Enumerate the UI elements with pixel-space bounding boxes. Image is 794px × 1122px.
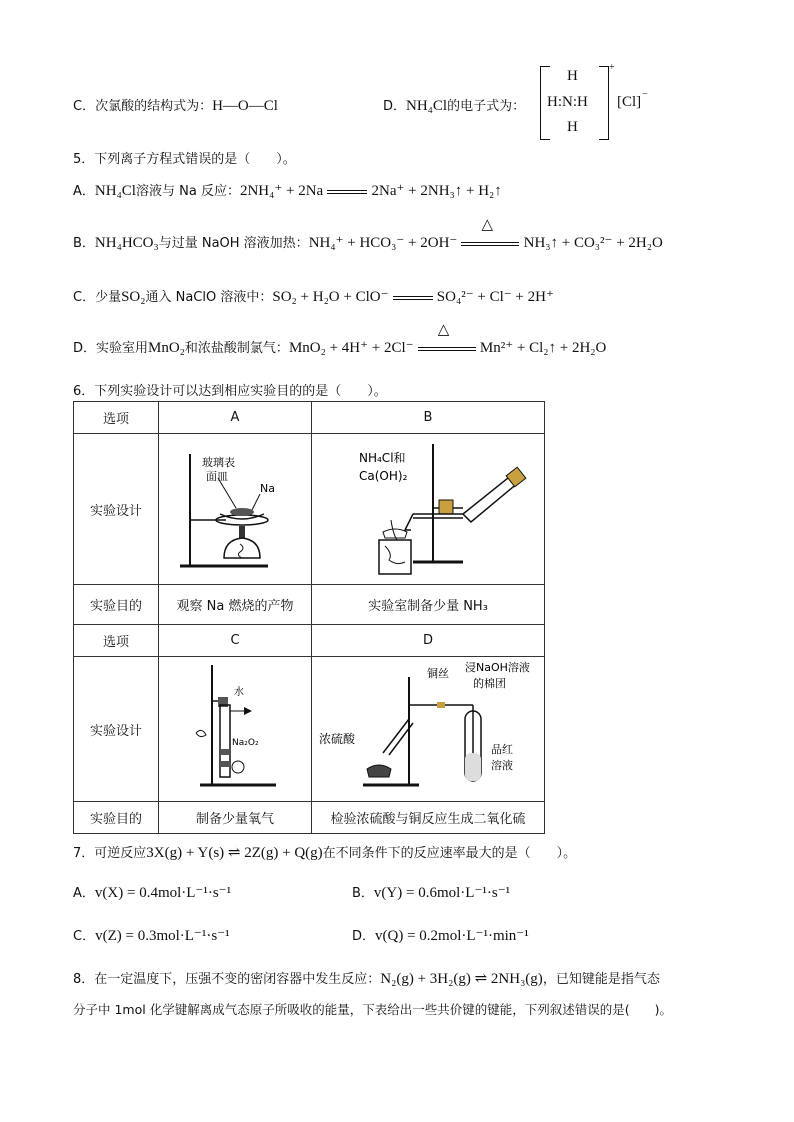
q5-a-text: 溶液与 Na 反应： xyxy=(135,184,240,199)
q7-a-prefix: A． xyxy=(73,886,95,901)
table-row xyxy=(74,434,545,585)
q5-option-a xyxy=(73,180,502,200)
header-option-2: 选项 xyxy=(74,625,159,657)
design-d-cell xyxy=(312,657,545,802)
q8-equation: N₂(g) + 3H₂(g) ⇌ 2NH₃(g) xyxy=(380,971,543,987)
table-row xyxy=(74,802,545,834)
apparatus-c-diagram xyxy=(160,657,310,797)
q5-b-eq-left: NH₄⁺ + HCO₃⁻ + 2OH⁻ xyxy=(308,235,458,251)
label-watch-glass: 玻璃表 xyxy=(202,456,235,469)
header-option: 选项 xyxy=(74,402,159,434)
q5-b-eq-right: NH₃↑ + CO₃²⁻ + 2H₂O xyxy=(523,235,663,251)
delta-icon: △ xyxy=(437,319,450,338)
heat-equals-sign xyxy=(461,214,519,251)
experiment-table xyxy=(73,401,545,834)
header-col-a: A xyxy=(159,402,312,434)
label-na2o2: Na₂O₂ xyxy=(232,738,259,748)
label-water: 水 xyxy=(234,687,244,698)
q5-a-eq-left: 2NH₄⁺ + 2Na xyxy=(239,183,324,199)
q5-a-prefix: A． xyxy=(73,184,95,199)
goal-c: 制备少量氧气 xyxy=(159,802,312,834)
q5-d-eq-left: MnO₂ + 4H⁺ + 2Cl⁻ xyxy=(288,340,414,356)
q7-d-prefix: D． xyxy=(352,929,376,944)
q5-a-reagent: NH₄Cl xyxy=(94,183,136,199)
q7-a-value: v(X) = 0.4mol·L⁻¹·s⁻¹ xyxy=(94,885,232,901)
table-row xyxy=(74,625,545,657)
q8-line1-suffix: ，已知键能是指气态 xyxy=(542,972,660,987)
nh4cl-formula: NH₄Cl xyxy=(406,98,448,114)
lewis-h-n-h: H:N:H xyxy=(547,94,588,110)
row-label-design-2: 实验设计 xyxy=(74,657,159,802)
chloride-charge: − xyxy=(642,89,648,100)
q7-d-value: v(Q) = 0.2mol·L⁻¹·min⁻¹ xyxy=(375,928,529,944)
q7-option-c xyxy=(73,925,230,945)
q7-option-d xyxy=(352,925,529,945)
q4-option-d-text: 的电子式为： xyxy=(447,99,526,114)
q5-option-b xyxy=(73,214,663,252)
q4-option-c-label: C．次氯酸的结构式为： xyxy=(73,99,213,114)
lewis-right-bracket xyxy=(599,66,609,140)
q5-b-prefix: B． xyxy=(73,236,95,251)
q7-equation: 3X(g) + Y(s) ⇌ 2Z(g) + Q(g) xyxy=(146,845,323,861)
q6-stem: 6．下列实验设计可以达到相应实验目的的是（ ）。 xyxy=(73,384,387,399)
goal-b: 实验室制备少量 NH₃ xyxy=(312,585,545,625)
q5-b-text: 与过量 NaOH 溶液加热： xyxy=(158,236,309,251)
design-c-cell xyxy=(159,657,312,802)
q8-line-2: 分子中 1mol 化学键解离成气态原子所吸收的能量，下表给出一些共价键的键能，下列叙述错误的是( )。 xyxy=(73,1002,672,1017)
equals-sign xyxy=(393,291,433,305)
lewis-h-top: H xyxy=(567,68,578,84)
design-a-cell xyxy=(159,434,312,585)
goal-d: 检验浓硫酸与铜反应生成二氧化硫 xyxy=(312,802,545,834)
q5-b-reagent: NH₄HCO₃ xyxy=(94,235,159,251)
label-magenta-1: 品红 xyxy=(491,743,513,756)
q7-b-prefix: B． xyxy=(352,886,374,901)
table-row xyxy=(74,402,545,434)
table-row xyxy=(74,585,545,625)
header-col-d: D xyxy=(312,625,545,657)
chloride-ion: [Cl] xyxy=(617,94,642,110)
apparatus-d-diagram xyxy=(313,657,543,797)
row-label-design: 实验设计 xyxy=(74,434,159,585)
q5-d-eq-right: Mn²⁺ + Cl₂↑ + 2H₂O xyxy=(479,340,607,356)
q5-stem: 5．下列离子方程式错误的是（ ）。 xyxy=(73,152,296,167)
table-row xyxy=(74,657,545,802)
q7-stem-suffix: 在不同条件下的反应速率最大的是（ ）。 xyxy=(322,846,577,861)
delta-icon: △ xyxy=(481,214,494,233)
q5-c-eq-left: SO₂ + H₂O + ClO⁻ xyxy=(272,289,389,305)
label-caoh2: Ca(OH)₂ xyxy=(359,469,408,483)
q5-c-eq-right: SO₄²⁻ + Cl⁻ + 2H⁺ xyxy=(436,289,554,305)
q7-stem xyxy=(73,842,576,862)
q7-option-a xyxy=(73,882,231,902)
q4-option-d-label: D． xyxy=(383,99,407,114)
label-conc-sulfuric: 浓硫酸 xyxy=(319,732,356,746)
q5-c-prefix: C．少量 xyxy=(73,290,122,305)
goal-a: 观察 Na 燃烧的产物 xyxy=(159,585,312,625)
label-naoh-cotton-1: 浸NaOH溶液 xyxy=(465,661,530,674)
q7-c-prefix: C． xyxy=(73,929,96,944)
header-col-c: C xyxy=(159,625,312,657)
q7-b-value: v(Y) = 0.6mol·L⁻¹·s⁻¹ xyxy=(373,885,511,901)
q7-option-b xyxy=(352,882,510,902)
apparatus-b-diagram xyxy=(313,434,543,580)
apparatus-a-diagram xyxy=(160,434,310,580)
header-col-b: B xyxy=(312,402,545,434)
label-copper-wire: 铜丝 xyxy=(427,667,449,680)
lewis-plus-charge: + xyxy=(609,62,615,73)
q5-d-text: 和浓盐酸制氯气： xyxy=(184,341,289,356)
equals-sign xyxy=(327,185,367,199)
q5-d-reagent: MnO₂ xyxy=(148,340,185,356)
label-sodium: Na xyxy=(260,482,275,495)
q5-option-d xyxy=(73,319,607,357)
label-naoh-cotton-2: 的棉团 xyxy=(473,677,506,690)
lewis-h-bottom: H xyxy=(567,119,578,135)
q5-c-text: 通入 NaClO 溶液中： xyxy=(145,290,273,305)
label-nh4cl: NH₄Cl和 xyxy=(359,451,406,465)
q7-stem-prefix: 7．可逆反应 xyxy=(73,846,147,861)
q4-option-d xyxy=(383,95,525,115)
q5-d-prefix: D．实验室用 xyxy=(73,341,149,356)
label-dish: 面皿 xyxy=(206,470,228,483)
row-label-goal-2: 实验目的 xyxy=(74,802,159,834)
q5-a-eq-right: 2Na⁺ + 2NH₃↑ + H₂↑ xyxy=(371,183,502,199)
hocl-structure: H—O—Cl xyxy=(212,98,278,114)
q5-c-reagent: SO₂ xyxy=(121,289,146,305)
q4-option-c xyxy=(73,95,278,115)
heat-equals-sign xyxy=(418,319,476,356)
row-label-goal: 实验目的 xyxy=(74,585,159,625)
q8-line1-prefix: 8．在一定温度下，压强不变的密闭容器中发生反应： xyxy=(73,972,381,987)
q5-option-c xyxy=(73,286,554,306)
q7-c-value: v(Z) = 0.3mol·L⁻¹·s⁻¹ xyxy=(95,928,230,944)
label-magenta-2: 溶液 xyxy=(491,759,513,772)
design-b-cell xyxy=(312,434,545,585)
q8-line-1 xyxy=(73,968,660,988)
